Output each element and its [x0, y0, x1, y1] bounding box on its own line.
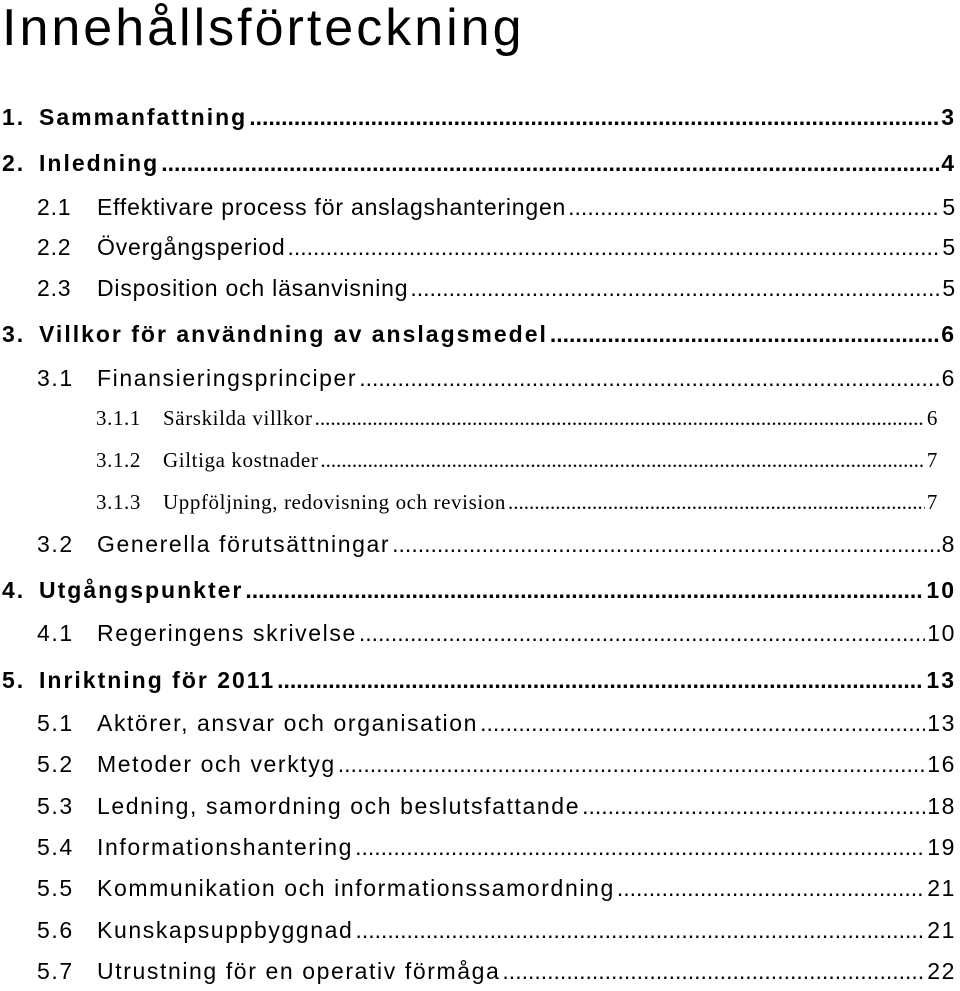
toc-entry-3-1-3[interactable] [96, 482, 938, 522]
toc-entry-label: Övergångsperiod [97, 234, 286, 260]
toc-entry-label: Särskilda villkor [163, 406, 313, 430]
toc-leader-dots [338, 744, 925, 784]
toc-entry-5-7[interactable] [37, 951, 956, 991]
toc-leader-dots [550, 314, 939, 354]
toc-entry-4-1[interactable] [37, 613, 956, 653]
toc-entry-number: 4. [2, 577, 26, 603]
toc-leader-dots [355, 827, 925, 867]
toc-leader-dots [161, 143, 939, 183]
toc-leader-dots [410, 268, 940, 308]
toc-entry-label: Villkor för användning av anslagsmedel [39, 321, 548, 347]
toc-entry-page: 22 [927, 958, 956, 984]
toc-entry-label: Sammanfattning [39, 104, 248, 130]
toc-leader-dots [249, 97, 939, 137]
toc-leader-dots [617, 868, 925, 908]
toc-entry-page: 8 [941, 531, 956, 557]
toc-entry-number: 5.6 [37, 917, 74, 943]
toc-entry-number: 2.1 [37, 194, 72, 220]
toc-leader-dots [392, 524, 939, 564]
toc-entry-5-3[interactable] [37, 786, 956, 826]
toc-entry-2-1[interactable] [37, 187, 956, 227]
toc-entry-number: 2.3 [37, 275, 72, 301]
toc-entry-page: 10 [927, 620, 956, 646]
toc-entry-number: 3.1.3 [96, 490, 141, 514]
toc-entry-label: Ledning, samordning och beslutsfattande [97, 793, 581, 819]
toc-entry-page: 7 [926, 448, 938, 472]
toc-entry-number: 5.2 [37, 751, 74, 777]
toc-entry-page: 13 [926, 667, 956, 693]
toc-entry-number: 3.1.2 [96, 448, 141, 472]
toc-entry-page: 19 [927, 834, 956, 860]
toc-entry-label: Effektivare process för anslagshanteringen [97, 194, 567, 220]
toc-entry-number: 2.2 [37, 234, 72, 260]
toc-entry-label: Utrustning för en operativ förmåga [97, 958, 501, 984]
toc-leader-dots [315, 398, 925, 438]
toc-entry-5-5[interactable] [37, 868, 956, 908]
toc-entry-label: Uppföljning, redovisning och revision [163, 490, 506, 514]
toc-entry-4[interactable] [2, 570, 956, 610]
toc-entry-2-2[interactable] [37, 227, 956, 267]
toc-entry-number: 4.1 [37, 620, 74, 646]
toc-entry-3-1[interactable] [37, 358, 956, 398]
toc-leader-dots [287, 227, 940, 267]
toc-entry-label: Inriktning för 2011 [39, 667, 276, 693]
toc-leader-dots [277, 660, 924, 700]
toc-entry-label: Generella förutsättningar [97, 531, 391, 557]
toc-entry-label: Kommunikation och informationssamordning [97, 875, 615, 901]
toc-entry-label: Giltiga kostnader [163, 448, 319, 472]
toc-entry-label: Regeringens skrivelse [97, 620, 357, 646]
toc-entry-5-1[interactable] [37, 703, 956, 743]
toc-entry-5[interactable] [2, 660, 956, 700]
toc-leader-dots [480, 703, 925, 743]
toc-leader-dots [568, 187, 940, 227]
toc-title: Innehållsförteckning [2, 0, 525, 57]
toc-entry-page: 6 [926, 406, 938, 430]
toc-entry-number: 3.2 [37, 531, 74, 557]
toc-entry-5-2[interactable] [37, 744, 956, 784]
toc-leader-dots [245, 570, 924, 610]
toc-leader-dots [355, 910, 925, 950]
toc-entry-page: 18 [927, 793, 956, 819]
toc-entry-2-3[interactable] [37, 268, 956, 308]
toc-leader-dots [582, 786, 925, 826]
toc-entry-number: 5.3 [37, 793, 74, 819]
toc-entry-number: 5.7 [37, 958, 74, 984]
toc-entry-label: Metoder och verktyg [97, 751, 336, 777]
toc-entry-page: 6 [941, 365, 956, 391]
toc-entry-number: 3. [2, 321, 26, 347]
toc-entry-number: 5.5 [37, 875, 74, 901]
toc-leader-dots [359, 613, 925, 653]
toc-entry-page: 6 [941, 321, 956, 347]
toc-entry-page: 5 [942, 194, 956, 220]
toc-entry-5-6[interactable] [37, 910, 956, 950]
toc-entry-3[interactable] [2, 314, 956, 354]
toc-entry-number: 1. [2, 104, 26, 130]
toc-leader-dots [359, 358, 939, 398]
toc-entry-number: 5.4 [37, 834, 74, 860]
toc-entry-2[interactable] [2, 143, 956, 183]
toc-entry-3-2[interactable] [37, 524, 956, 564]
toc-entry-label: Disposition och läsanvisning [97, 275, 409, 301]
toc-entry-page: 16 [927, 751, 956, 777]
toc-entry-3-1-1[interactable] [96, 398, 938, 438]
toc-entry-page: 5 [942, 234, 956, 260]
toc-entry-page: 4 [941, 150, 956, 176]
toc-entry-page: 10 [926, 577, 956, 603]
toc-entry-3-1-2[interactable] [96, 440, 938, 480]
toc-entry-1[interactable] [2, 97, 956, 137]
toc-leader-dots [320, 440, 924, 480]
toc-entry-number: 3.1 [37, 365, 74, 391]
toc-entry-number: 2. [2, 150, 26, 176]
toc-entry-label: Informationshantering [97, 834, 354, 860]
toc-entry-page: 5 [942, 275, 956, 301]
toc-entry-number: 5.1 [37, 710, 74, 736]
toc-entry-label: Aktörer, ansvar och organisation [97, 710, 479, 736]
toc-leader-dots [502, 951, 925, 991]
toc-entry-label: Finansieringsprinciper [97, 365, 358, 391]
toc-entry-label: Kunskapsuppbyggnad [97, 917, 354, 943]
toc-leader-dots [508, 482, 925, 522]
toc-entry-page: 21 [927, 917, 956, 943]
toc-entry-page: 3 [941, 104, 956, 130]
toc-entry-number: 5. [2, 667, 26, 693]
toc-entry-label: Inledning [39, 150, 160, 176]
toc-entry-label: Utgångspunkter [39, 577, 244, 603]
toc-entry-page: 21 [927, 875, 956, 901]
toc-entry-number: 3.1.1 [96, 406, 141, 430]
toc-entry-5-4[interactable] [37, 827, 956, 867]
toc-entry-page: 7 [926, 490, 938, 514]
toc-entry-page: 13 [927, 710, 956, 736]
